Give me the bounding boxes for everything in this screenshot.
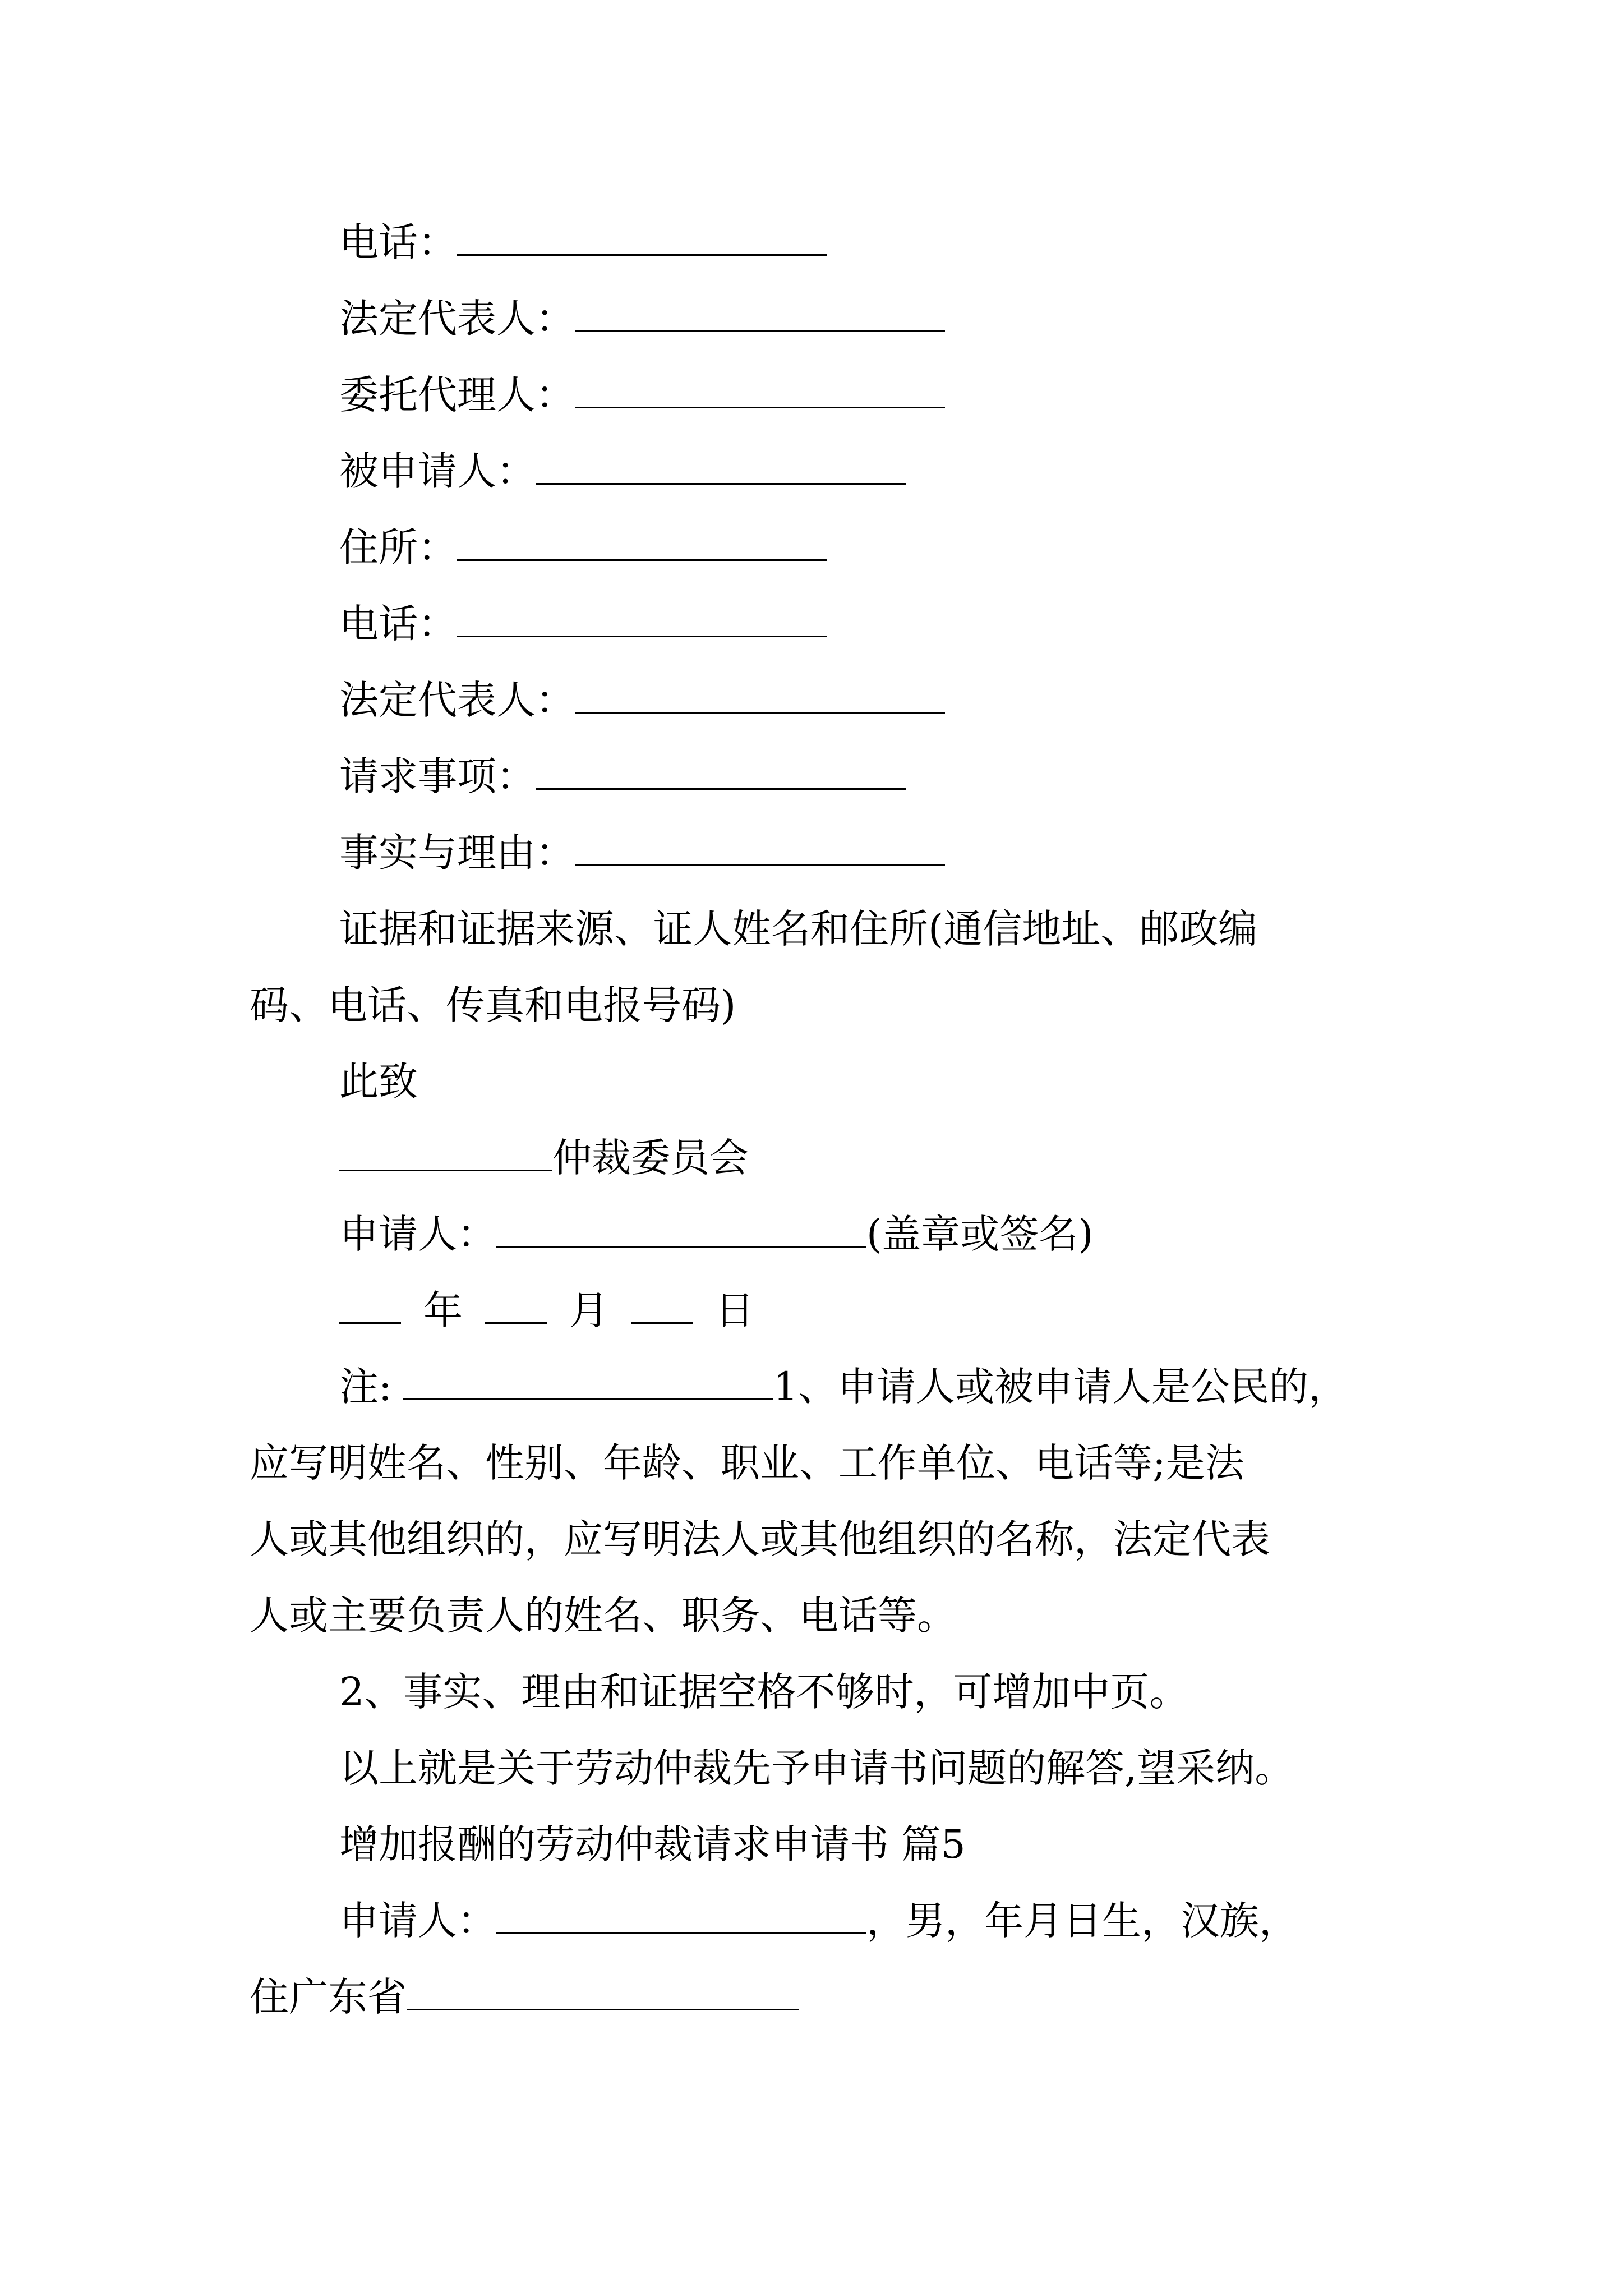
applicant-phone-label: 电话： <box>339 219 457 265</box>
date-row <box>339 1286 754 1335</box>
respondent-legal-rep-blank[interactable] <box>575 677 945 714</box>
respondent-phone-row <box>339 599 827 648</box>
section5-applicant-blank[interactable] <box>496 1898 866 1934</box>
facts-row <box>339 828 945 877</box>
section5-address-prefix: 住广东省 <box>250 1974 407 2020</box>
respondent-address-row <box>339 523 827 572</box>
applicant-agent-label: 委托代理人： <box>339 372 575 418</box>
date-day-label: 日 <box>715 1287 754 1333</box>
date-year-blank[interactable] <box>339 1287 401 1324</box>
date-day-blank[interactable] <box>631 1287 693 1324</box>
note-row-1 <box>339 1362 1348 1411</box>
respondent-legal-rep-row <box>339 675 945 725</box>
applicant-phone-blank[interactable] <box>457 219 827 256</box>
applicant-agent-row <box>339 370 945 420</box>
applicant-agent-blank[interactable] <box>575 372 945 408</box>
section5-address-blank[interactable] <box>407 1974 799 2010</box>
respondent-label: 被申请人： <box>339 448 536 494</box>
facts-blank[interactable] <box>575 830 945 866</box>
signature-row <box>339 1209 1094 1259</box>
section5-applicant-suffix: ，男，年月日生，汉族， <box>866 1898 1298 1944</box>
signature-label: 申请人： <box>339 1211 496 1257</box>
claims-row <box>339 752 906 801</box>
committee-blank[interactable] <box>339 1135 552 1171</box>
respondent-row <box>339 447 906 496</box>
note1-line2: 应写明姓名、性别、年龄、职业、工作单位、电话等;是法 <box>250 1440 1244 1486</box>
note2: 2、事实、理由和证据空格不够时，可增加中页。 <box>339 1669 1189 1715</box>
applicant-phone-row <box>339 218 827 267</box>
note1-line1: 1、申请人或被申请人是公民的， <box>773 1364 1348 1410</box>
note-blank[interactable] <box>403 1364 773 1400</box>
date-month-label: 月 <box>569 1287 608 1333</box>
respondent-address-label: 住所： <box>339 524 457 570</box>
respondent-legal-rep-label: 法定代表人： <box>339 677 575 723</box>
applicant-legal-rep-blank[interactable] <box>575 296 945 332</box>
respondent-blank[interactable] <box>536 448 906 485</box>
applicant-legal-rep-row <box>339 294 945 343</box>
note-label: 注: <box>339 1364 392 1410</box>
closing-text: 以上就是关于劳动仲裁先予申请书问题的解答,望采纳。 <box>339 1745 1294 1791</box>
claims-label: 请求事项： <box>339 753 536 799</box>
section5-applicant-label: 申请人： <box>339 1898 496 1944</box>
evidence-line-1: 证据和证据来源、证人姓名和住所(通信地址、邮政编 <box>339 906 1258 952</box>
note1-line4: 人或主要负责人的姓名、职务、电话等。 <box>250 1593 956 1639</box>
date-month-blank[interactable] <box>485 1287 547 1324</box>
evidence-line-2: 码、电话、传真和电报号码) <box>250 982 736 1028</box>
respondent-phone-label: 电话： <box>339 601 457 647</box>
signature-blank[interactable] <box>496 1211 866 1248</box>
date-year-label: 年 <box>423 1287 463 1333</box>
committee-suffix: 仲裁委员会 <box>552 1135 749 1181</box>
respondent-phone-blank[interactable] <box>457 601 827 637</box>
signature-suffix: (盖章或签名) <box>866 1211 1094 1257</box>
salutation: 此致 <box>339 1059 418 1105</box>
section5-heading: 增加报酬的劳动仲裁请求申请书 篇5 <box>339 1821 966 1867</box>
note1-line3: 人或其他组织的，应写明法人或其他组织的名称，法定代表 <box>250 1516 1270 1562</box>
section5-applicant-row <box>339 1896 1298 1945</box>
committee-row <box>339 1133 749 1182</box>
section5-address-row <box>250 1972 799 2022</box>
applicant-legal-rep-label: 法定代表人： <box>339 296 575 342</box>
facts-label: 事实与理由： <box>339 830 575 876</box>
respondent-address-blank[interactable] <box>457 524 827 561</box>
claims-blank[interactable] <box>536 753 906 790</box>
